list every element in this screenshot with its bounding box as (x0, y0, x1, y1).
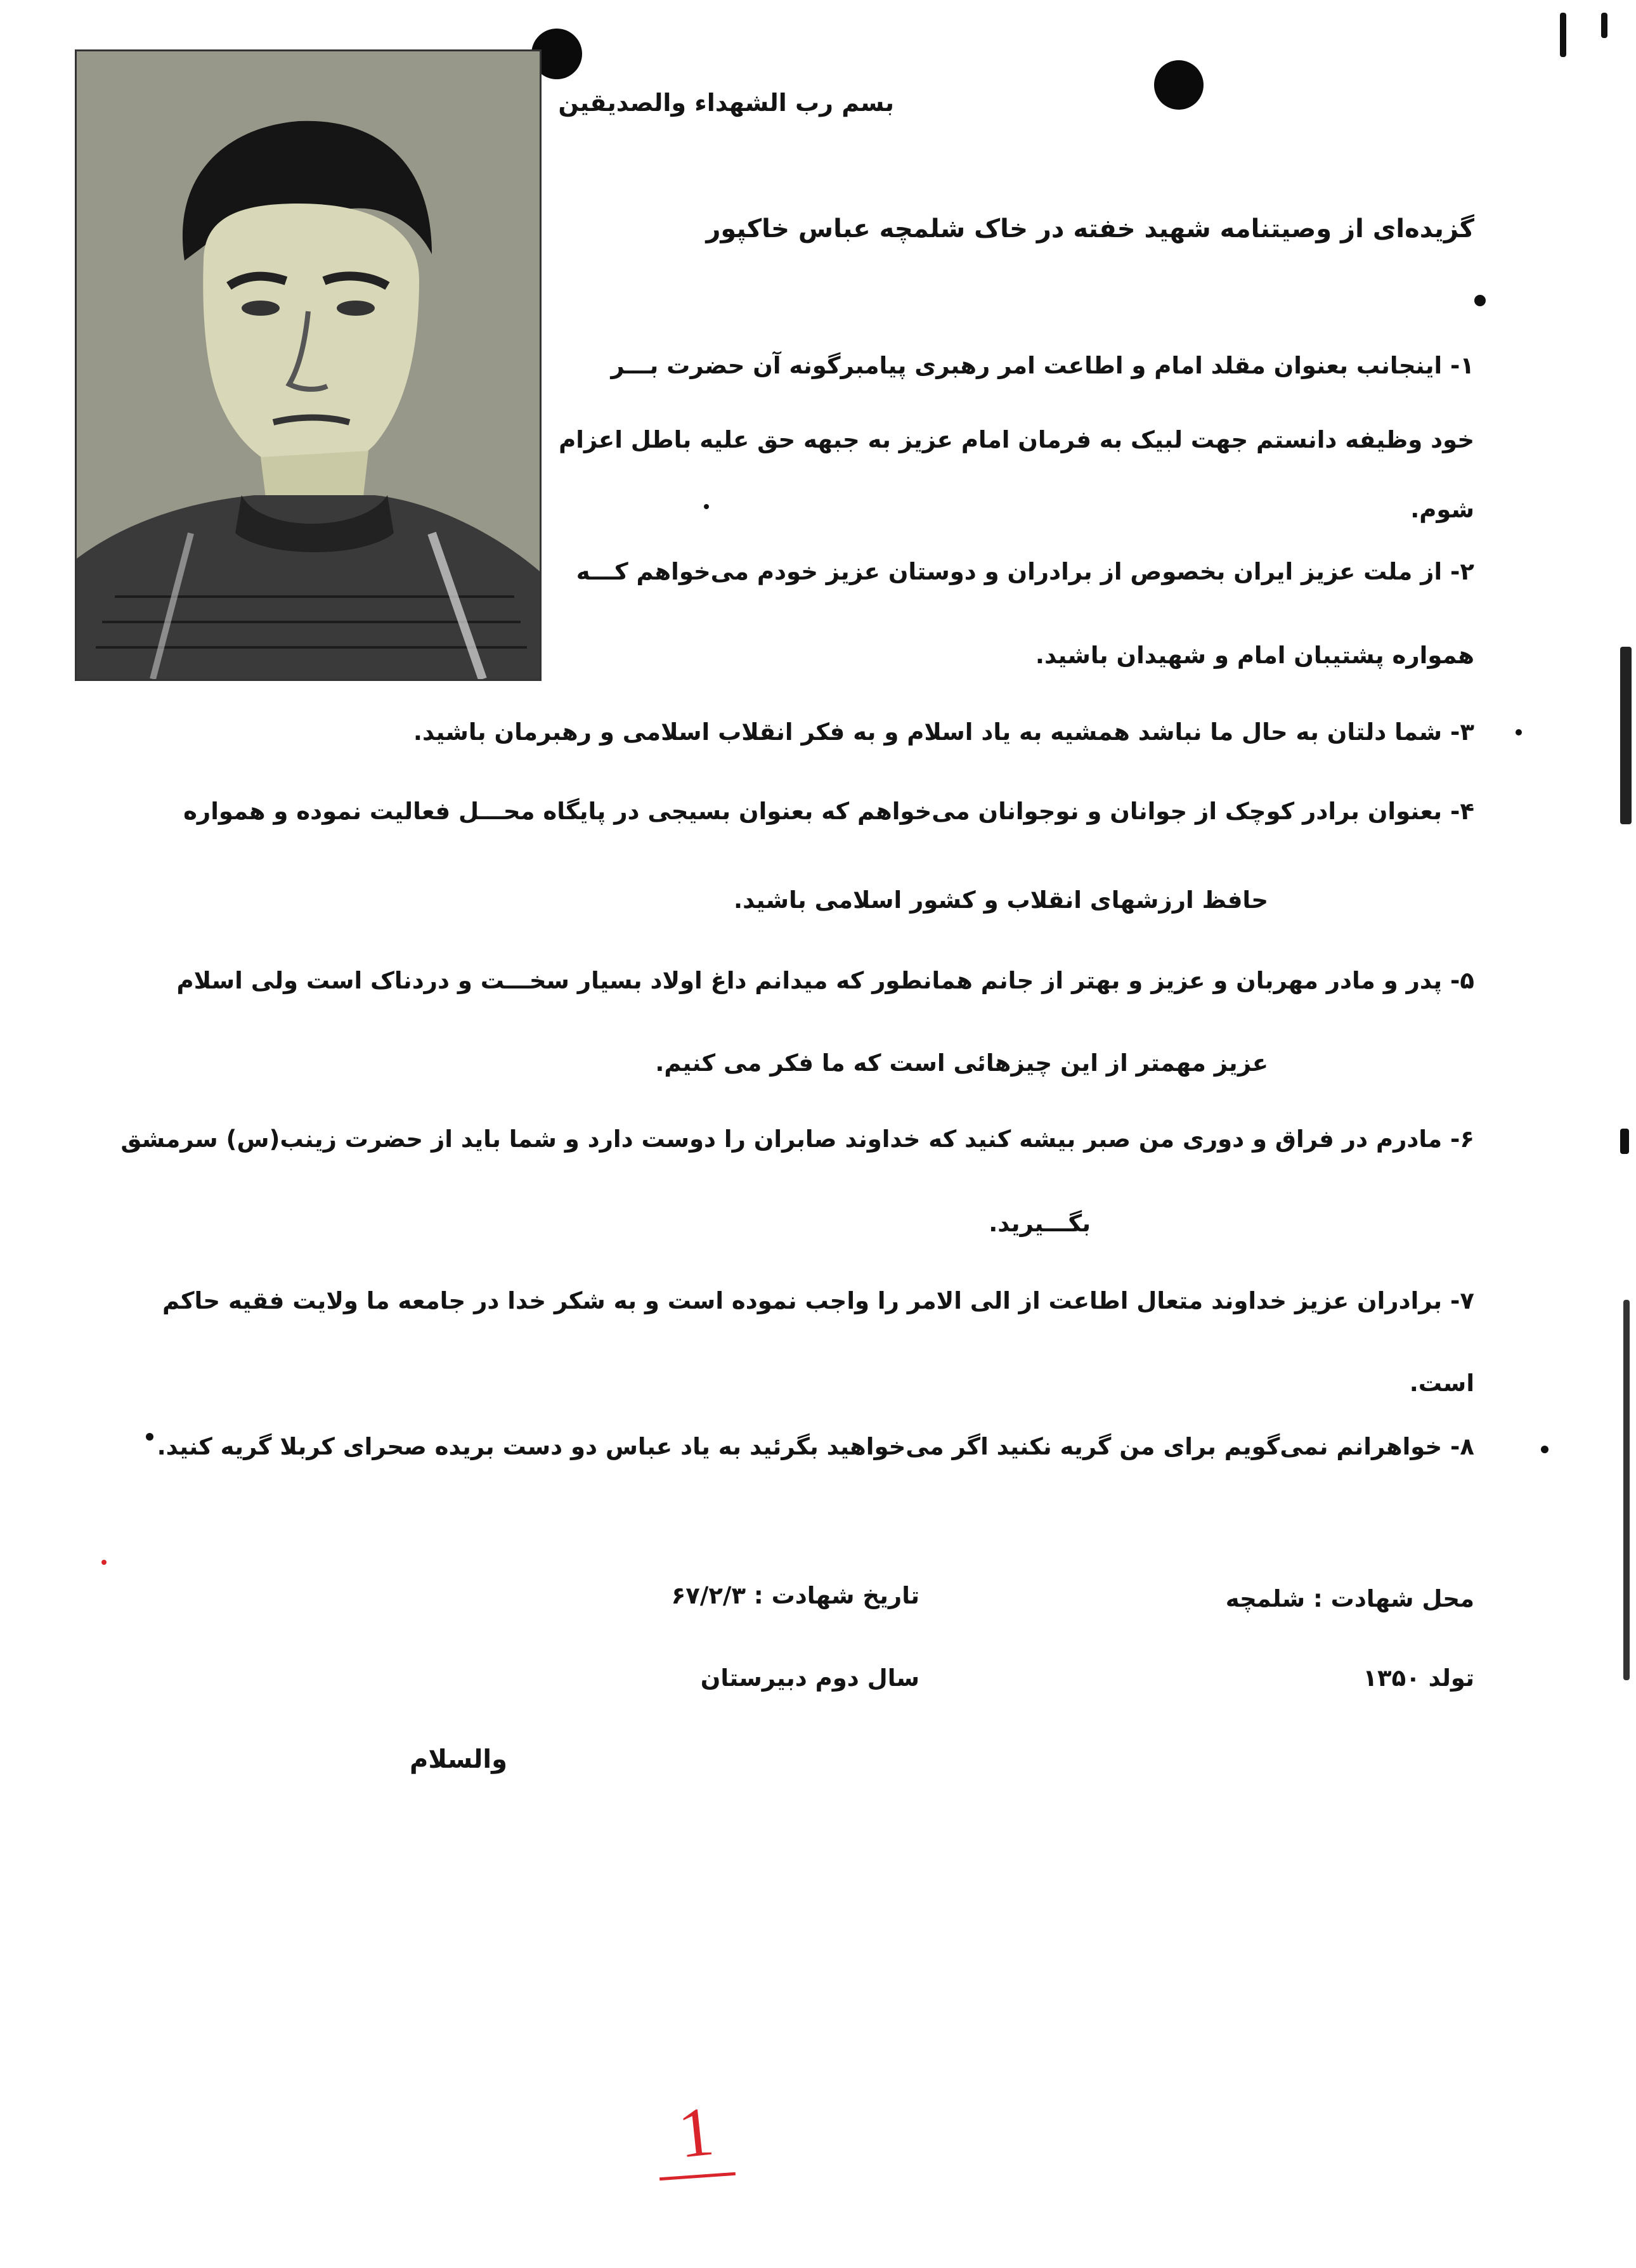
scan-speck (1623, 1300, 1630, 1680)
body-line: ۴- بعنوان برادر کوچک از جوانان و نوجوانان می‌خواهم که بعنوان بسیجی در پایگاه محـــل فعالیت نموده و همواره (183, 798, 1474, 825)
scan-speck (1541, 1446, 1548, 1453)
scan-speck (101, 1560, 107, 1565)
body-line: عزیز مهمتر از این چیزهائی است که ما فکر می کنیم. (655, 1049, 1268, 1077)
body-line: ۵- پدر و مادر مهربان و عزیز و بهتر از جانم همانطور که میدانم داغ اولاد بسیار سخـــت و دردناک است ولی اسلام (176, 967, 1474, 994)
body-line: ۲- از ملت عزیز ایران بخصوص از برادران و دوستان عزیز خودم می‌خواهم کـــه (576, 558, 1474, 585)
scan-speck (1620, 647, 1632, 824)
body-line: شوم. (1410, 496, 1474, 523)
body-line: است. (1409, 1370, 1474, 1397)
handwritten-page-number: 1 (674, 2092, 718, 2173)
body-line: بگـــیرید. (989, 1210, 1091, 1237)
body-line: ۳- شما دلتان به حال ما نباشد همشیه به یاد اسلام و به فکر انقلاب اسلامی و رهبرمان باشید. (413, 718, 1474, 746)
education-level: سال دوم دبیرستان (700, 1664, 919, 1692)
scan-speck (1474, 295, 1486, 306)
body-line: ۱- اینجانب بعنوان مقلد امام و اطاعت امر رهبری پیامبرگونه آن حضرت بـــر (611, 352, 1474, 379)
scan-speck (1601, 13, 1607, 38)
body-line: خود وظیفه دانستم جهت لبیک به فرمان امام عزیز به جبهه حق علیه باطل اعزام (559, 426, 1474, 453)
scan-speck (1560, 13, 1566, 57)
document-title: گزیده‌ای از وصیتنامه شهید خفته در خاک شلمچه عباس خاکپور (706, 214, 1474, 243)
handwritten-underline (659, 2172, 736, 2181)
portrait-photo (75, 49, 542, 681)
scan-speck (704, 504, 709, 509)
scan-speck (1620, 1129, 1629, 1154)
scan-speck (146, 1433, 153, 1441)
martyrdom-place: محل شهادت : شلمچه (1225, 1585, 1474, 1612)
body-line: ۸- خواهرانم نمی‌گویم برای من گریه نکنید اگر می‌خواهید بگرئید به یاد عباس دو دست بریده صحرای کربلا گریه کنید. (157, 1433, 1474, 1460)
scan-speck (1516, 729, 1522, 735)
body-line: همواره پشتیبان امام و شهیدان باشید. (1035, 642, 1474, 669)
birth-year: تولد ۱۳۵۰ (1363, 1664, 1474, 1692)
body-line: ۶- مادرم در فراق و دوری من صبر بیشه کنید که خداوند صابران را دوست دارد و شما باید از حضرت زینب(س) سرمشق (120, 1125, 1474, 1153)
martyrdom-date: تاریخ شهادت : ۶۷/۲/۳ (671, 1582, 919, 1609)
punch-hole-right (1154, 60, 1204, 110)
closing-salutation: والسلام (410, 1745, 507, 1774)
bismillah-heading: بسم رب الشهداء والصديقین (558, 89, 894, 117)
body-line: حافظ ارزشهای انقلاب و کشور اسلامی باشید. (734, 886, 1268, 914)
body-line: ۷- برادران عزیز خداوند متعال اطاعت از الی الامر را واجب نموده است و به شکر خدا در جامعه ما ولایت فقیه حاکم (162, 1287, 1474, 1314)
